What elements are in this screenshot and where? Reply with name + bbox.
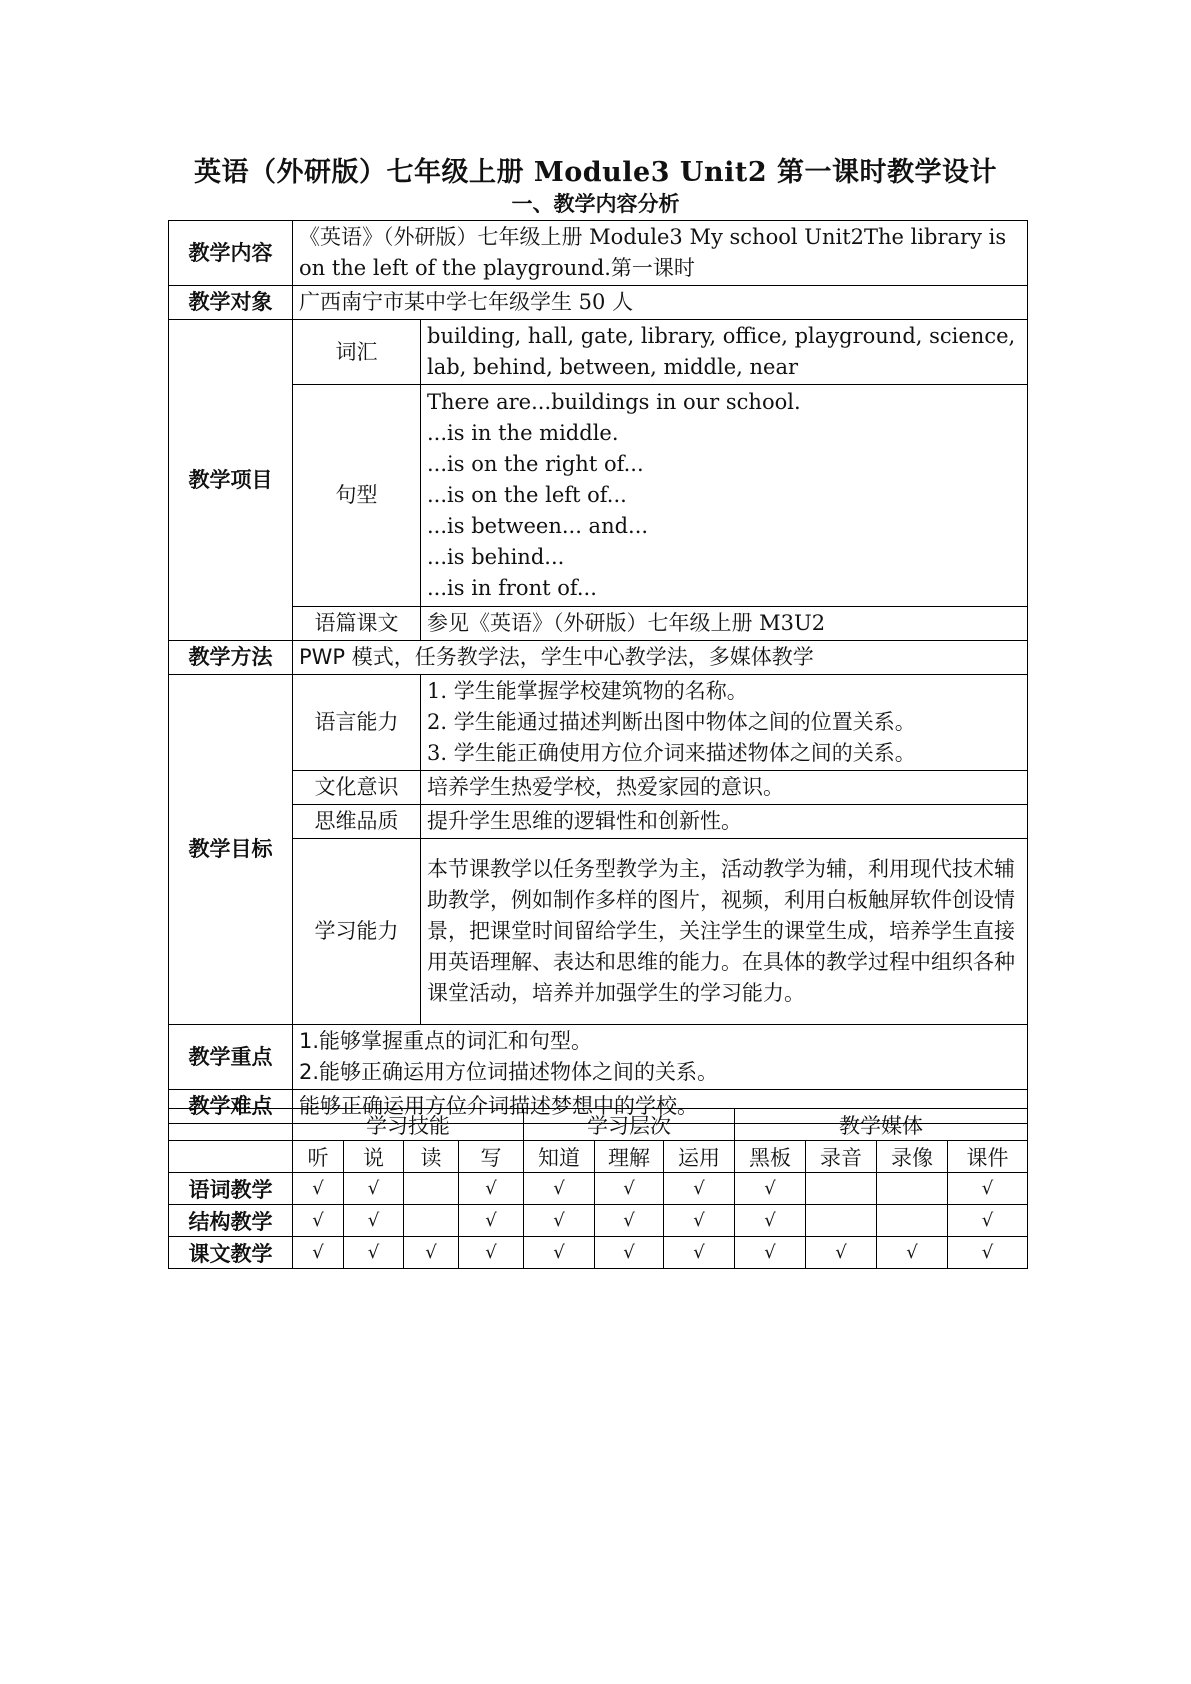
key-points-list	[293, 1025, 1028, 1090]
column-header: 黑板	[735, 1141, 806, 1173]
skills-column-row	[169, 1141, 1028, 1173]
column-header: 课件	[948, 1141, 1028, 1173]
check-cell: √	[664, 1173, 735, 1205]
label-sentences: 句型	[293, 385, 421, 607]
label-items: 教学项目	[169, 320, 293, 641]
row-key-points	[169, 1025, 1028, 1090]
label-method: 教学方法	[169, 641, 293, 675]
label-thinking: 思维品质	[293, 805, 421, 839]
check-cell: √	[404, 1237, 459, 1269]
check-cell	[404, 1205, 459, 1237]
skills-row	[169, 1237, 1028, 1269]
sentence-item: ...is on the right of...	[427, 452, 644, 476]
row-learning	[169, 839, 1028, 1025]
thinking-text: 提升学生思维的逻辑性和创新性。	[421, 805, 1028, 839]
document-title: 英语（外研版）七年级上册 Module3 Unit2 第一课时教学设计	[193, 157, 998, 188]
check-cell: √	[664, 1205, 735, 1237]
skills-row	[169, 1205, 1028, 1237]
check-cell: √	[459, 1173, 524, 1205]
check-cell: √	[806, 1237, 877, 1269]
check-cell: √	[735, 1237, 806, 1269]
language-list	[421, 675, 1028, 771]
check-cell: √	[344, 1237, 404, 1269]
check-cell: √	[948, 1205, 1028, 1237]
row-culture	[169, 771, 1028, 805]
row-sentences	[169, 385, 1028, 607]
method-text: PWP 模式，任务教学法，学生中心教学法，多媒体教学	[293, 641, 1028, 675]
skills-group-row	[169, 1109, 1028, 1141]
row-language	[169, 675, 1028, 771]
sentence-list	[421, 385, 1028, 607]
language-item: 3. 学生能正确使用方位介词来描述物体之间的关系。	[427, 741, 916, 765]
check-cell	[806, 1173, 877, 1205]
check-cell: √	[735, 1205, 806, 1237]
skills-corner	[169, 1109, 293, 1141]
label-culture: 文化意识	[293, 771, 421, 805]
label-text: 语篇课文	[293, 607, 421, 641]
column-header: 录音	[806, 1141, 877, 1173]
analysis-table	[168, 220, 1028, 1124]
column-header: 理解	[595, 1141, 664, 1173]
check-cell: √	[524, 1205, 595, 1237]
column-header: 运用	[664, 1141, 735, 1173]
label-key-points: 教学重点	[169, 1025, 293, 1090]
label-goals: 教学目标	[169, 675, 293, 1025]
check-cell	[806, 1205, 877, 1237]
sentence-item: There are...buildings in our school.	[427, 390, 801, 414]
check-cell	[877, 1205, 948, 1237]
check-cell	[404, 1173, 459, 1205]
row-label: 课文教学	[169, 1237, 293, 1269]
check-cell: √	[595, 1205, 664, 1237]
row-vocab	[169, 320, 1028, 385]
content-text: 《英语》（外研版）七年级上册 Module3 My school Unit2The library is on the left of the playground.第一课时	[293, 221, 1028, 286]
row-label: 语词教学	[169, 1173, 293, 1205]
sentence-item: ...is in the middle.	[427, 421, 619, 445]
check-cell: √	[595, 1173, 664, 1205]
group-header: 教学媒体	[735, 1109, 1028, 1141]
label-content: 教学内容	[169, 221, 293, 286]
row-target	[169, 286, 1028, 320]
check-cell: √	[293, 1237, 344, 1269]
label-language: 语言能力	[293, 675, 421, 771]
vocab-text: building, hall, gate, library, office, playground, science, lab, behind, between, middle, near	[421, 320, 1028, 385]
learning-text: 本节课教学以任务型教学为主，活动教学为辅，利用现代技术辅助教学，例如制作多样的图片，视频，利用白板触屏软件创设情景，把课堂时间留给学生，关注学生的课堂生成，培养学生直接用英语理解、表达和思维的能力。在具体的教学过程中组织各种课堂活动，培养并加强学生的学习能力。	[421, 839, 1028, 1025]
row-thinking	[169, 805, 1028, 839]
check-cell: √	[293, 1173, 344, 1205]
column-header: 写	[459, 1141, 524, 1173]
column-header: 说	[344, 1141, 404, 1173]
row-content	[169, 221, 1028, 286]
group-header: 学习层次	[524, 1109, 735, 1141]
target-text: 广西南宁市某中学七年级学生 50 人	[293, 286, 1028, 320]
row-method	[169, 641, 1028, 675]
group-header: 学习技能	[293, 1109, 524, 1141]
label-learning: 学习能力	[293, 839, 421, 1025]
check-cell: √	[524, 1173, 595, 1205]
column-header: 知道	[524, 1141, 595, 1173]
row-text	[169, 607, 1028, 641]
skills-corner	[169, 1141, 293, 1173]
row-label: 结构教学	[169, 1205, 293, 1237]
skills-row	[169, 1173, 1028, 1205]
check-cell: √	[459, 1205, 524, 1237]
column-header: 读	[404, 1141, 459, 1173]
check-cell: √	[664, 1237, 735, 1269]
language-item: 2. 学生能通过描述判断出图中物体之间的位置关系。	[427, 710, 916, 734]
sentence-item: ...is behind...	[427, 545, 565, 569]
check-cell	[877, 1173, 948, 1205]
column-header: 录像	[877, 1141, 948, 1173]
sentence-item: ...is between... and...	[427, 514, 649, 538]
check-cell: √	[877, 1237, 948, 1269]
difficult-points-text: 能够正确运用方位介词描述梦想中的学校。	[293, 1090, 1028, 1124]
check-cell: √	[344, 1205, 404, 1237]
skills-table	[168, 1108, 1028, 1269]
text-value: 参见《英语》（外研版）七年级上册 M3U2	[421, 607, 1028, 641]
label-target: 教学对象	[169, 286, 293, 320]
column-header: 听	[293, 1141, 344, 1173]
check-cell: √	[459, 1237, 524, 1269]
label-vocab: 词汇	[293, 320, 421, 385]
sentence-item: ...is on the left of...	[427, 483, 627, 507]
culture-text: 培养学生热爱学校，热爱家园的意识。	[421, 771, 1028, 805]
check-cell: √	[595, 1237, 664, 1269]
check-cell: √	[344, 1173, 404, 1205]
check-cell: √	[948, 1173, 1028, 1205]
language-item: 1. 学生能掌握学校建筑物的名称。	[427, 679, 748, 703]
key-point-item: 1.能够掌握重点的词汇和句型。	[299, 1029, 593, 1053]
check-cell: √	[735, 1173, 806, 1205]
sentence-item: ...is in front of...	[427, 576, 597, 600]
check-cell: √	[948, 1237, 1028, 1269]
label-difficult-points: 教学难点	[169, 1090, 293, 1124]
key-point-item: 2.能够正确运用方位词描述物体之间的关系。	[299, 1060, 719, 1084]
section-title: 一、教学内容分析	[511, 191, 680, 216]
check-cell: √	[293, 1205, 344, 1237]
check-cell: √	[524, 1237, 595, 1269]
